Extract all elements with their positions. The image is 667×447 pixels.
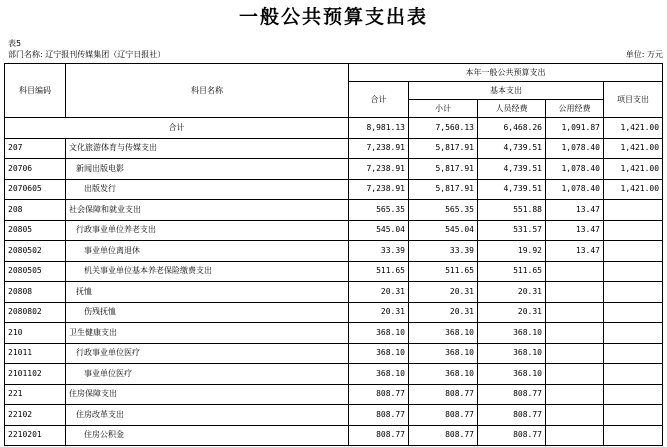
personnel-value: 4,739.51 xyxy=(478,179,546,200)
total-value: 7,238.91 xyxy=(349,179,409,200)
subject-code: 2070605 xyxy=(5,179,66,200)
personnel-value: 368.10 xyxy=(478,364,546,385)
subtotal-value: 565.35 xyxy=(409,200,478,221)
public-value xyxy=(546,261,604,282)
subject-code: 208 xyxy=(5,200,66,221)
total-value: 8,981.13 xyxy=(349,118,409,139)
public-value xyxy=(546,323,604,344)
personnel-value: 551.88 xyxy=(478,200,546,221)
department-name: 部门名称: 辽宁报刊传媒集团（辽宁日报社） xyxy=(8,50,166,59)
header-subject-code: 科目编码 xyxy=(5,64,66,118)
personnel-value: 20.31 xyxy=(478,302,546,323)
table-row xyxy=(5,261,663,282)
total-value: 545.04 xyxy=(349,220,409,241)
subject-code: 20706 xyxy=(5,159,66,180)
personnel-value: 808.77 xyxy=(478,384,546,405)
total-value: 33.39 xyxy=(349,241,409,262)
subject-name: 卫生健康支出 xyxy=(66,323,349,344)
subtotal-value: 7,560.13 xyxy=(409,118,478,139)
personnel-value: 531.57 xyxy=(478,220,546,241)
public-value xyxy=(546,364,604,385)
subject-name: 住房保障支出 xyxy=(66,384,349,405)
table-body xyxy=(5,118,663,446)
total-value: 368.10 xyxy=(349,323,409,344)
subject-code: 2080505 xyxy=(5,261,66,282)
subject-code: 21011 xyxy=(5,343,66,364)
table-row xyxy=(5,159,663,180)
subject-code: 207 xyxy=(5,138,66,159)
public-value: 13.47 xyxy=(546,200,604,221)
header-subtotal: 小计 xyxy=(409,100,478,118)
personnel-value: 4,739.51 xyxy=(478,159,546,180)
subject-name: 事业单位医疗 xyxy=(66,364,349,385)
subtotal-value: 808.77 xyxy=(409,425,478,446)
subject-code: 22102 xyxy=(5,405,66,426)
subject-name: 文化旅游体育与传媒支出 xyxy=(66,138,349,159)
table-row xyxy=(5,364,663,385)
personnel-value: 808.77 xyxy=(478,425,546,446)
header-annual-budget: 本年一般公共预算支出 xyxy=(349,64,663,82)
public-value xyxy=(546,384,604,405)
subject-name: 抚恤 xyxy=(66,282,349,303)
total-value: 511.65 xyxy=(349,261,409,282)
table-number: 表5 xyxy=(8,39,22,48)
public-value xyxy=(546,282,604,303)
table-row xyxy=(5,179,663,200)
table-row xyxy=(5,425,663,446)
subtotal-value: 808.77 xyxy=(409,384,478,405)
project-value xyxy=(604,220,663,241)
project-value xyxy=(604,384,663,405)
personnel-value: 368.10 xyxy=(478,323,546,344)
public-value xyxy=(546,302,604,323)
subject-name: 新闻出版电影 xyxy=(66,159,349,180)
personnel-value: 511.65 xyxy=(478,261,546,282)
personnel-value: 20.31 xyxy=(478,282,546,303)
header-public: 公用经费 xyxy=(546,100,604,118)
total-label: 合计 xyxy=(5,118,349,139)
public-value xyxy=(546,425,604,446)
page-title: 一般公共预算支出表 xyxy=(238,6,428,28)
subject-name: 伤残抚恤 xyxy=(66,302,349,323)
total-value: 808.77 xyxy=(349,405,409,426)
subject-code: 210 xyxy=(5,323,66,344)
project-value: 1,421.00 xyxy=(604,118,663,139)
project-value xyxy=(604,282,663,303)
public-value xyxy=(546,343,604,364)
header-subject-name: 科目名称 xyxy=(66,64,349,118)
table-row xyxy=(5,302,663,323)
public-value: 1,078.40 xyxy=(546,159,604,180)
subtotal-value: 5,817.91 xyxy=(409,179,478,200)
table-row xyxy=(5,241,663,262)
subject-code: 2080502 xyxy=(5,241,66,262)
project-value xyxy=(604,364,663,385)
subject-code: 221 xyxy=(5,384,66,405)
subject-code: 20805 xyxy=(5,220,66,241)
subject-name: 行政事业单位医疗 xyxy=(66,343,349,364)
personnel-value: 19.92 xyxy=(478,241,546,262)
table-row xyxy=(5,282,663,303)
public-value xyxy=(546,405,604,426)
subtotal-value: 5,817.91 xyxy=(409,159,478,180)
public-value: 1,078.40 xyxy=(546,179,604,200)
personnel-value: 4,739.51 xyxy=(478,138,546,159)
table-row xyxy=(5,200,663,221)
project-value: 1,421.00 xyxy=(604,138,663,159)
total-value: 7,238.91 xyxy=(349,138,409,159)
table-row xyxy=(5,323,663,344)
budget-table xyxy=(4,63,663,446)
subject-name: 机关事业单位基本养老保险缴费支出 xyxy=(66,261,349,282)
public-value: 13.47 xyxy=(546,241,604,262)
table-row xyxy=(5,220,663,241)
public-value: 13.47 xyxy=(546,220,604,241)
table-row xyxy=(5,405,663,426)
total-value: 20.31 xyxy=(349,282,409,303)
total-value: 7,238.91 xyxy=(349,159,409,180)
subject-name: 住房改革支出 xyxy=(66,405,349,426)
total-value: 368.10 xyxy=(349,364,409,385)
project-value: 1,421.00 xyxy=(604,159,663,180)
table-row xyxy=(5,138,663,159)
total-value: 20.31 xyxy=(349,302,409,323)
header-project-expenditure: 项目支出 xyxy=(604,82,663,118)
project-value xyxy=(604,261,663,282)
header-basic-expenditure: 基本支出 xyxy=(409,82,604,100)
total-value: 808.77 xyxy=(349,384,409,405)
total-value: 565.35 xyxy=(349,200,409,221)
project-value xyxy=(604,405,663,426)
subject-name: 住房公积金 xyxy=(66,425,349,446)
subtotal-value: 368.10 xyxy=(409,364,478,385)
subtotal-value: 808.77 xyxy=(409,405,478,426)
table-row xyxy=(5,118,663,139)
total-value: 808.77 xyxy=(349,425,409,446)
table-row xyxy=(5,384,663,405)
subject-code: 2080802 xyxy=(5,302,66,323)
subject-name: 行政事业单位养老支出 xyxy=(66,220,349,241)
header-personnel: 人员经费 xyxy=(478,100,546,118)
subject-code: 20808 xyxy=(5,282,66,303)
subtotal-value: 20.31 xyxy=(409,302,478,323)
table-row xyxy=(5,343,663,364)
subtotal-value: 5,817.91 xyxy=(409,138,478,159)
total-value: 368.10 xyxy=(349,343,409,364)
subject-name: 社会保障和就业支出 xyxy=(66,200,349,221)
subtotal-value: 33.39 xyxy=(409,241,478,262)
subject-name: 事业单位离退休 xyxy=(66,241,349,262)
header-total: 合计 xyxy=(349,82,409,118)
subject-code: 2210201 xyxy=(5,425,66,446)
subtotal-value: 368.10 xyxy=(409,343,478,364)
project-value: 1,421.00 xyxy=(604,179,663,200)
unit-label: 单位: 万元 xyxy=(625,50,663,59)
project-value xyxy=(604,302,663,323)
subtotal-value: 511.65 xyxy=(409,261,478,282)
project-value xyxy=(604,343,663,364)
project-value xyxy=(604,323,663,344)
project-value xyxy=(604,200,663,221)
project-value xyxy=(604,241,663,262)
public-value: 1,078.40 xyxy=(546,138,604,159)
subtotal-value: 20.31 xyxy=(409,282,478,303)
subtotal-value: 368.10 xyxy=(409,323,478,344)
personnel-value: 808.77 xyxy=(478,405,546,426)
subject-code: 2101102 xyxy=(5,364,66,385)
personnel-value: 6,468.26 xyxy=(478,118,546,139)
subtotal-value: 545.04 xyxy=(409,220,478,241)
project-value xyxy=(604,425,663,446)
personnel-value: 368.10 xyxy=(478,343,546,364)
public-value: 1,091.87 xyxy=(546,118,604,139)
subject-name: 出版发行 xyxy=(66,179,349,200)
